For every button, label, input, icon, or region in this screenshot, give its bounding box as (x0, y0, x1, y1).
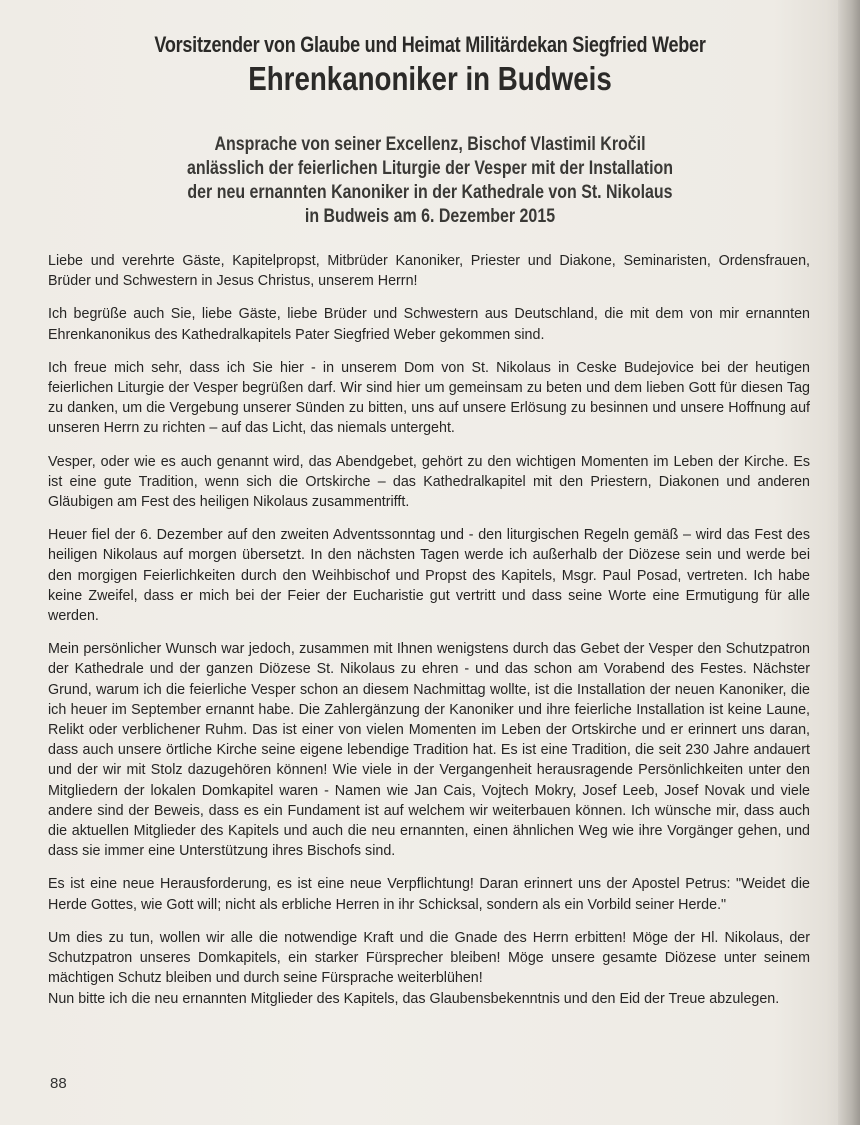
article-body (48, 251, 810, 1022)
subheading-line: anlässlich der feierlichen Liturgie der Vesper mit der Installation (186, 158, 674, 179)
article-header (40, 30, 820, 98)
article-subheading (60, 133, 800, 229)
subheading-line: in Budweis am 6. Dezember 2015 (304, 206, 556, 227)
subheading-line: der neu ernannten Kanoniker in der Kathedrale von St. Nikolaus (187, 182, 673, 203)
paragraph-prayer: Um dies zu tun, wollen wir alle die notwendige Kraft und die Gnade des Herrn erbitten! Möge der Hl. Nikolaus, der Schutzpatron unseres Domkapitels, ein starker Fürsprecher bleiben! Möge unsere gesamte Diözese unter seinem mächtigen Schutz bleiben und durch seine Fürsprache weiterblühen! (48, 929, 810, 987)
paragraph-liturgy: Ich freue mich sehr, dass ich Sie hier - in unserem Dom von St. Nikolaus in Ceske Budejovice bei der heutigen feierlichen Liturgie der Vesper begrüßen darf. Wir sind hier um gemeinsam zu beten und dem lieben Gott für diesen Tag zu danken, um die Vergebung unserer Sünden zu bitten, uns auf unsere Erlösung zu besinnen und unsere Hoffnung auf unseren Herrn zu richten – auf das Licht, das niemals untergeht. (48, 359, 810, 437)
paragraph-greeting: Liebe und verehrte Gäste, Kapitelpropst, Mitbrüder Kanoniker, Priester und Diakone, Seminaristen, Ordensfrauen, Brüder und Schwestern in Jesus Christus, unserem Herrn! (48, 253, 810, 290)
page-gutter-shadow (838, 0, 860, 1125)
paragraph-installation: Mein persönlicher Wunsch war jedoch, zusammen mit Ihnen wenigstens durch das Gebet der Vesper den Schutzpatron der Kathedrale und der ganzen Diözese St. Nikolaus zu ehren - und das schon am Vorabend des Festes. Nächster Grund, warum ich die feierliche Vesper schon an diesem Nachmittag wollte, ist die Installation der neuen Kanoniker, die ich heuer im September ernannt habe. Die Zahlergänzung der Kanoniker und ihre feierliche Installation ist keine Laune, Relikt oder verblichener Ruhm. Das ist einer von vielen Momenten im Leben der Ortskirche und er erinnert uns daran, dass auch unsere örtliche Kirche seine eigene lebendige Tradition hat. Es ist eine Tradition, die seit 230 Jahre andauert und der wir mit Stolz dazugehören können! Wie viele in der Vergangenheit herausragende Persönlichkeiten unter den Mitgliedern der lokalen Domkapitel waren - Namen wie Jan Cais, Vojtech Mokry, Josef Leeb, Josef Novak und viele andere sind der Beweis, dass es ein Fundament ist auf welchem wir weiterbauen können. Ich wünsche mir, dass auch die aktuellen Mitglieder des Kapitels und auch die neu ernannten, einen ähnlichen Weg wie ihre Vorgänger gehen, und dass sie immer eine Unterstützung ihres Bischofs sind. (48, 641, 810, 860)
subheading-line: Ansprache von seiner Excellenz, Bischof Vlastimil Kročil (214, 134, 646, 155)
paragraph-challenge: Es ist eine neue Herausforderung, es ist eine neue Verpflichtung! Daran erinnert uns der Apostel Petrus: "Weidet die Herde Gottes, wie Gott will; nicht als erbliche Herren in ihr Schicksal, sondern als ein Vorbild seiner Herde." (48, 876, 810, 913)
article-kicker: Vorsitzender von Glaube und Heimat Militärdekan Siegfried Weber (154, 32, 706, 57)
paragraph-oath: Nun bitte ich die neu ernannten Mitglieder des Kapitels, das Glaubensbekenntnis und den Eid der Treue abzulegen. (48, 990, 780, 1007)
paragraph-welcome-guests: Ich begrüße auch Sie, liebe Gäste, liebe Brüder und Schwestern aus Deutschland, die mit dem von mir ernannten Ehrenkanonikus des Kathedralkapitels Pater Siegfried Weber gekommen sind. (48, 306, 810, 343)
article-headline: Ehrenkanoniker in Budweis (248, 60, 612, 97)
page-number: 88 (50, 1075, 67, 1092)
paragraph-feast-date: Heuer fiel der 6. Dezember auf den zweiten Adventssonntag und - den liturgischen Regeln gemäß – wird das Fest des heiligen Nikolaus auf morgen übersetzt. In den nächsten Tagen werde ich außerhalb der Diözese sein und werde bei den morgigen Feierlichkeiten durch den Weihbischof und Propst des Kapitels, Msgr. Paul Posad, vertreten. Ich habe keine Zweifel, dass er mich bei der Feier der Eucharistie gut vertritt und dass seine Worte eine Ermutigung für alle werden. (48, 527, 810, 625)
paragraph-vesper: Vesper, oder wie es auch genannt wird, das Abendgebet, gehört zu den wichtigen Momenten im Leben der Kirche. Es ist eine gute Tradition, wenn sich die Ortskirche – das Kathedralkapitel mit den Priestern, Diakonen und anderen Gläubigen am Fest des heiligen Nikolaus zusammentrifft. (48, 453, 810, 511)
